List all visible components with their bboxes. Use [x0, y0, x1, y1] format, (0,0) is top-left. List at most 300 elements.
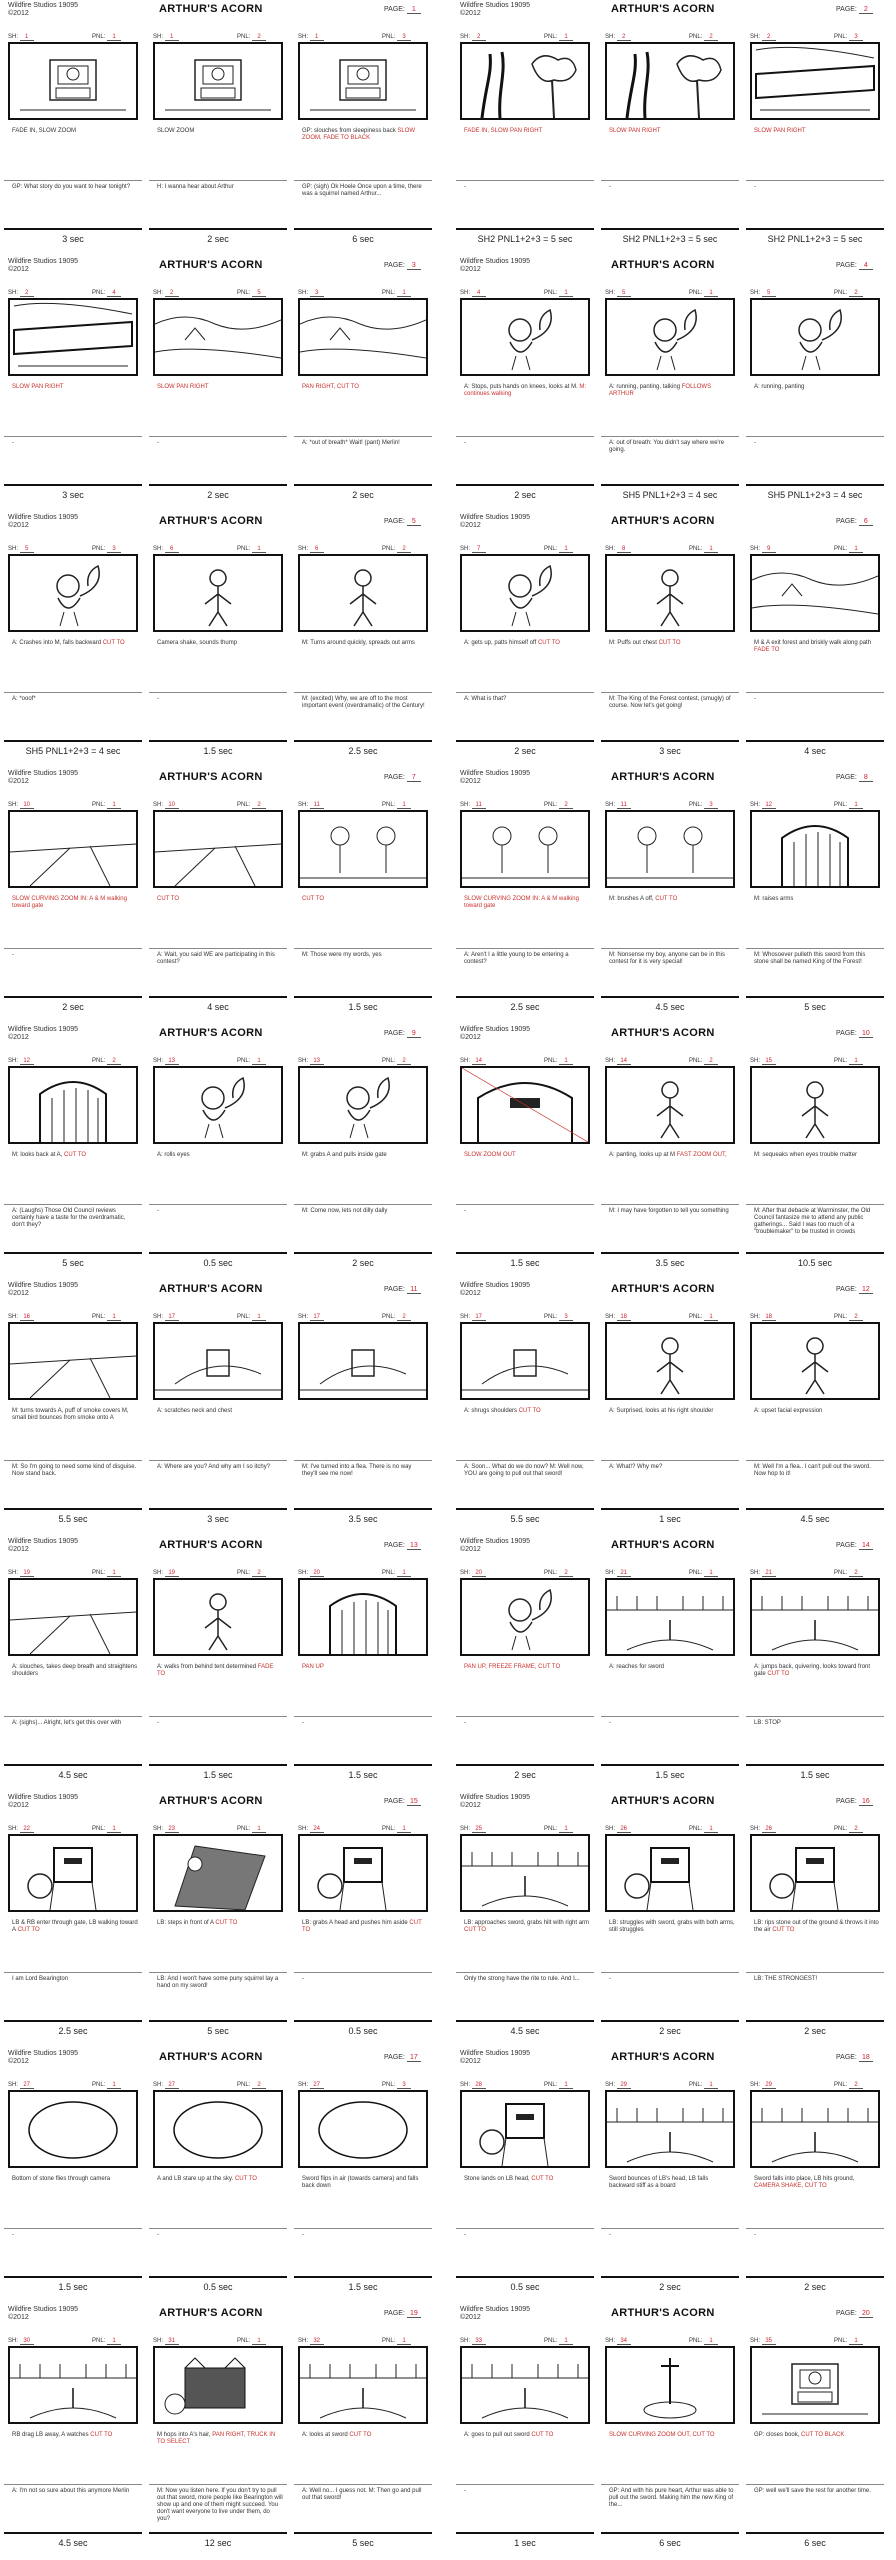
- action-description: Camera shake, sounds thump: [157, 640, 238, 646]
- action-text: [12, 1664, 138, 1678]
- shot-number: SH: 1: [298, 34, 324, 41]
- page-label: PAGE:: [384, 6, 405, 13]
- studio-credit: [8, 1026, 78, 1042]
- row-divider: [601, 180, 739, 181]
- storyboard-sheet: [4, 1792, 444, 2044]
- storyboard-title: ARTHUR'S ACORN: [611, 259, 715, 271]
- panel-sketch: [462, 300, 588, 374]
- row-divider: [601, 1204, 739, 1205]
- panel-number: PNL: 2: [237, 802, 266, 809]
- shot-value: 32: [310, 2338, 324, 2345]
- shot-number: SH: 1: [8, 34, 34, 41]
- panel-number: PNL: 2: [544, 802, 573, 809]
- panel-number: PNL: 4: [92, 290, 121, 297]
- timing-divider: [294, 1508, 432, 1510]
- page-number: [836, 518, 873, 526]
- studio-year: ©2012: [460, 778, 481, 785]
- shot-number: SH: 29: [750, 2082, 776, 2089]
- shot-value: 6: [165, 546, 179, 553]
- camera-direction: SLOW CURVING ZOOM IN: A & M walking toward gate: [464, 896, 579, 909]
- panel-value: 3: [849, 34, 863, 41]
- shot-number: SH: 17: [298, 1314, 324, 1321]
- panel-frame: [153, 2346, 283, 2424]
- shot-value: 3: [310, 290, 324, 297]
- action-description: A: Surprised, looks at his right shoulder: [609, 1408, 714, 1414]
- panel-value: 1: [559, 546, 573, 553]
- timing-text: 4.5 sec: [58, 1770, 88, 1780]
- page-value: 19: [407, 2310, 421, 2318]
- timing-divider: [4, 2020, 142, 2022]
- page-number: [384, 262, 421, 270]
- storyboard-title: ARTHUR'S ACORN: [159, 259, 263, 271]
- shot-number: SH: 28: [460, 2082, 486, 2089]
- shot-value: 29: [617, 2082, 631, 2089]
- row-divider: [601, 1972, 739, 1973]
- dialogue-text: A: Soon... What do we do now? M: Well now, YOU are going to pull out that sword!: [464, 1464, 584, 1477]
- panel-number: PNL: 1: [237, 2338, 266, 2345]
- action-text: [609, 2176, 735, 2190]
- shot-value: 11: [617, 802, 631, 809]
- action-description: GP: closes book,: [754, 2432, 800, 2438]
- storyboard-panel: [4, 2338, 142, 2556]
- panel-value: 1: [107, 2082, 121, 2089]
- shot-value: 17: [310, 1314, 324, 1321]
- storyboard-title: ARTHUR'S ACORN: [611, 771, 715, 783]
- panel-value: 1: [107, 1826, 121, 1833]
- panel-sketch: [462, 44, 588, 118]
- row-divider: [149, 1460, 287, 1461]
- storyboard-panel: [149, 34, 287, 252]
- panel-sketch: [10, 2092, 136, 2166]
- timing-divider: [746, 1252, 884, 1254]
- storyboard-sheet: [4, 1536, 444, 1788]
- timing-divider: [149, 740, 287, 742]
- panel-value: 1: [849, 2338, 863, 2345]
- camera-direction: SLOW PAN RIGHT: [12, 384, 64, 390]
- panel-sketch: [10, 556, 136, 630]
- action-text: [754, 1152, 880, 1159]
- dialogue-text: A: Where are you? And why am I so itchy?: [157, 1464, 271, 1470]
- studio-credit: [460, 258, 530, 274]
- timing-text: 1.5 sec: [800, 1770, 830, 1780]
- panel-sketch: [10, 1836, 136, 1910]
- timing-divider: [4, 2276, 142, 2278]
- dialogue-text: A: (sighs)... Alright, let's get this over with: [12, 1720, 122, 1726]
- row-divider: [294, 2228, 432, 2229]
- shot-value: 35: [762, 2338, 776, 2345]
- shot-value: 17: [472, 1314, 486, 1321]
- row-divider: [149, 436, 287, 437]
- storyboard-title: ARTHUR'S ACORN: [159, 1795, 263, 1807]
- studio-year: ©2012: [460, 2058, 481, 2065]
- storyboard-panel: [4, 290, 142, 508]
- timing-divider: [294, 2276, 432, 2278]
- studio-credit: [460, 1026, 530, 1042]
- storyboard-panel: [4, 546, 142, 764]
- panel-sketch: [752, 1068, 878, 1142]
- action-text: [157, 896, 283, 903]
- shot-value: 19: [165, 1570, 179, 1577]
- action-text: [12, 2176, 138, 2183]
- action-text: [464, 2176, 590, 2183]
- row-divider: [294, 436, 432, 437]
- timing-text: 2 sec: [659, 2026, 681, 2036]
- dialogue-text: -: [157, 696, 159, 702]
- action-description: M: raises arms: [754, 896, 794, 902]
- action-text: [609, 1408, 735, 1415]
- panel-sketch: [752, 2092, 878, 2166]
- timing-text: 2.5 sec: [58, 2026, 88, 2036]
- storyboard-panel: [601, 1826, 739, 2044]
- studio-year: ©2012: [460, 2314, 481, 2321]
- action-text: [157, 2176, 283, 2183]
- panel-sketch: [155, 2348, 281, 2422]
- timing-divider: [746, 1508, 884, 1510]
- storyboard-title: ARTHUR'S ACORN: [159, 2307, 263, 2319]
- storyboard-sheet: [456, 2048, 896, 2300]
- studio-name: Wildfire Studios 19095: [460, 1282, 531, 1289]
- row-divider: [4, 948, 142, 949]
- camera-direction: CUT TO: [157, 896, 180, 902]
- panel-value: 2: [849, 1826, 863, 1833]
- action-description: A: panting, looks up at M: [609, 1152, 676, 1158]
- timing-text: 1.5 sec: [203, 1770, 233, 1780]
- action-text: [12, 896, 138, 910]
- page-label: PAGE:: [384, 774, 405, 781]
- dialogue-text: -: [754, 184, 756, 190]
- timing-text: 6 sec: [804, 2538, 826, 2548]
- storyboard-panel: [456, 290, 594, 508]
- action-description: A: gets up, patts himself off: [464, 640, 537, 646]
- shot-value: 14: [472, 1058, 486, 1065]
- page-number: [836, 2054, 873, 2062]
- dialogue-text: -: [464, 1720, 466, 1726]
- row-divider: [4, 180, 142, 181]
- panel-sketch: [155, 1580, 281, 1654]
- studio-name: Wildfire Studios 19095: [8, 2050, 79, 2057]
- panel-value: 1: [252, 1826, 266, 1833]
- timing-text: 3.5 sec: [655, 1258, 685, 1268]
- panel-number: PNL: 2: [834, 1314, 863, 1321]
- panel-value: 1: [849, 802, 863, 809]
- row-divider: [601, 436, 739, 437]
- storyboard-sheet: [4, 0, 444, 252]
- action-description: LB: grabs A head and pushes him aside: [302, 1920, 408, 1926]
- action-description: M hops into A's hair,: [157, 2432, 211, 2438]
- panel-frame: [8, 1322, 138, 1400]
- timing-text: 3.5 sec: [348, 1514, 378, 1524]
- page-value: 2: [859, 6, 873, 14]
- panel-number: PNL: 1: [382, 2338, 411, 2345]
- page-value: 8: [859, 774, 873, 782]
- row-divider: [746, 2484, 884, 2485]
- dialogue-text: -: [12, 440, 14, 446]
- shot-number: SH: 11: [605, 802, 631, 809]
- storyboard-panel: [4, 1570, 142, 1788]
- panel-value: 2: [397, 1314, 411, 1321]
- page-label: PAGE:: [384, 518, 405, 525]
- action-description: M: looks back at A,: [12, 1152, 63, 1158]
- studio-credit: [460, 2, 530, 18]
- action-description: Sword bounces of LB's head, LB falls backward stiff as a board: [609, 2176, 709, 2189]
- timing-text: 5 sec: [62, 1258, 84, 1268]
- camera-direction: CUT TO: [234, 2176, 257, 2182]
- storyboard-panel: [149, 2082, 287, 2300]
- timing-text: 3 sec: [659, 746, 681, 756]
- action-description: A: rolls eyes: [157, 1152, 190, 1158]
- shot-value: 17: [165, 1314, 179, 1321]
- dialogue-text: M: Now you listen here. If you don't try to pull out that sword, more people like Bearington will show up and one of them might succeed. You don't want everyone to live under them, do you?: [157, 2488, 283, 2522]
- page-value: 1: [407, 6, 421, 14]
- row-divider: [294, 1972, 432, 1973]
- storyboard-panel: [4, 1826, 142, 2044]
- panel-value: 1: [704, 1314, 718, 1321]
- page-label: PAGE:: [836, 518, 857, 525]
- shot-value: 34: [617, 2338, 631, 2345]
- timing-divider: [601, 740, 739, 742]
- page-value: 17: [407, 2054, 421, 2062]
- shot-value: 1: [310, 34, 324, 41]
- timing-text: 12 sec: [204, 2538, 232, 2548]
- timing-divider: [746, 228, 884, 230]
- page-value: 20: [859, 2310, 873, 2318]
- panel-number: PNL: 1: [689, 1570, 718, 1577]
- action-description: SLOW ZOOM: [157, 128, 195, 134]
- shot-number: SH: 20: [460, 1570, 486, 1577]
- panel-sketch: [300, 300, 426, 374]
- row-divider: [746, 436, 884, 437]
- page-value: 14: [859, 1542, 873, 1550]
- panel-number: PNL: 3: [689, 802, 718, 809]
- panel-number: PNL: 1: [237, 1058, 266, 1065]
- panel-frame: [153, 298, 283, 376]
- shot-number: SH: 20: [298, 1570, 324, 1577]
- dialogue-text: -: [464, 2232, 466, 2238]
- panel-frame: [8, 2346, 138, 2424]
- row-divider: [456, 1460, 594, 1461]
- panel-frame: [460, 1322, 590, 1400]
- storyboard-title: ARTHUR'S ACORN: [159, 1283, 263, 1295]
- timing-divider: [149, 2532, 287, 2534]
- page-label: PAGE:: [384, 1798, 405, 1805]
- camera-direction: CUT TO: [518, 1408, 541, 1414]
- timing-text: SH2 PNL1+2+3 = 5 sec: [767, 234, 863, 244]
- dialogue-text: -: [464, 1208, 466, 1214]
- row-divider: [456, 2228, 594, 2229]
- panel-value: 2: [397, 546, 411, 553]
- panel-value: 1: [397, 1570, 411, 1577]
- shot-number: SH: 3: [298, 290, 324, 297]
- timing-text: 6 sec: [352, 234, 374, 244]
- panel-frame: [8, 1834, 138, 1912]
- action-text: [302, 1152, 428, 1159]
- dialogue-text: LB: THE STRONGEST!: [754, 1976, 818, 1982]
- studio-credit: [460, 770, 530, 786]
- panel-sketch: [752, 300, 878, 374]
- storyboard-sheet: [4, 512, 444, 764]
- panel-number: PNL: 5: [237, 290, 266, 297]
- shot-number: SH: 19: [8, 1570, 34, 1577]
- action-text: [464, 1664, 590, 1671]
- studio-credit: [8, 258, 78, 274]
- page-value: 10: [859, 1030, 873, 1038]
- page-value: 15: [407, 1798, 421, 1806]
- studio-year: ©2012: [8, 778, 29, 785]
- panel-number: PNL: 1: [544, 1058, 573, 1065]
- panel-frame: [153, 2090, 283, 2168]
- panel-frame: [605, 2346, 735, 2424]
- dialogue-text: -: [157, 2232, 159, 2238]
- panel-value: 1: [252, 1314, 266, 1321]
- panel-sketch: [752, 556, 878, 630]
- panel-frame: [605, 42, 735, 120]
- panel-frame: [750, 810, 880, 888]
- panel-number: PNL: 1: [92, 34, 121, 41]
- timing-divider: [294, 1252, 432, 1254]
- dialogue-text: A: *ooof*: [12, 696, 36, 702]
- page-value: 5: [407, 518, 421, 526]
- dialogue-text: -: [464, 2488, 466, 2494]
- panel-value: 1: [559, 34, 573, 41]
- page-number: [384, 1542, 421, 1550]
- shot-number: SH: 32: [298, 2338, 324, 2345]
- panel-frame: [153, 42, 283, 120]
- panel-frame: [298, 810, 428, 888]
- storyboard-panel: [294, 546, 432, 764]
- timing-divider: [456, 996, 594, 998]
- shot-value: 13: [310, 1058, 324, 1065]
- timing-divider: [601, 2276, 739, 2278]
- timing-divider: [149, 484, 287, 486]
- storyboard-title: ARTHUR'S ACORN: [611, 1795, 715, 1807]
- panel-value: 3: [704, 802, 718, 809]
- action-text: [754, 640, 880, 654]
- dialogue-text: A: What is that?: [464, 696, 507, 702]
- action-description: Stone lands on LB head,: [464, 2176, 530, 2182]
- page-value: 6: [859, 518, 873, 526]
- row-divider: [149, 948, 287, 949]
- timing-divider: [294, 740, 432, 742]
- shot-number: SH: 31: [153, 2338, 179, 2345]
- storyboard-title: ARTHUR'S ACORN: [611, 2051, 715, 2063]
- dialogue-text: M: The King of the Forest contest, (smugly) of course. Now let's get going!: [609, 696, 731, 709]
- action-description: FADE IN, SLOW ZOOM: [12, 128, 77, 134]
- action-description: LB: approaches sword, grabs hilt with right arm: [464, 1920, 590, 1926]
- action-text: [302, 1920, 428, 1934]
- panel-frame: [8, 2090, 138, 2168]
- row-divider: [746, 692, 884, 693]
- panel-sketch: [462, 812, 588, 886]
- timing-divider: [149, 2276, 287, 2278]
- action-text: [609, 128, 735, 135]
- studio-year: ©2012: [8, 1290, 29, 1297]
- panel-number: PNL: 1: [544, 34, 573, 41]
- panel-frame: [8, 298, 138, 376]
- timing-divider: [456, 228, 594, 230]
- timing-text: 5.5 sec: [510, 1514, 540, 1524]
- page-value: 16: [859, 1798, 873, 1806]
- panel-number: PNL: 1: [834, 2338, 863, 2345]
- panel-frame: [605, 1066, 735, 1144]
- timing-text: 4.5 sec: [655, 1002, 685, 1012]
- panel-frame: [750, 1578, 880, 1656]
- studio-name: Wildfire Studios 19095: [8, 258, 79, 265]
- dialogue-text: M: Nonsense my boy, anyone can be in this contest for it is very special!: [609, 952, 725, 965]
- panel-number: PNL: 2: [237, 1570, 266, 1577]
- row-divider: [746, 948, 884, 949]
- shot-value: 14: [617, 1058, 631, 1065]
- shot-value: 2: [165, 290, 179, 297]
- storyboard-sheet: [4, 256, 444, 508]
- studio-credit: [8, 2306, 78, 2322]
- timing-divider: [294, 996, 432, 998]
- page-label: PAGE:: [836, 2310, 857, 2317]
- storyboard-panel: [149, 802, 287, 1020]
- panel-number: PNL: 2: [689, 1058, 718, 1065]
- storyboard-sheet: [4, 1024, 444, 1276]
- timing-text: 2 sec: [352, 1258, 374, 1268]
- action-text: [157, 1408, 283, 1415]
- storyboard-title: ARTHUR'S ACORN: [611, 515, 715, 527]
- page-number: [836, 262, 873, 270]
- shot-number: SH: 5: [750, 290, 776, 297]
- row-divider: [294, 948, 432, 949]
- panel-sketch: [300, 44, 426, 118]
- panel-sketch: [300, 2348, 426, 2422]
- row-divider: [294, 2484, 432, 2485]
- action-text: [302, 2432, 428, 2439]
- panel-sketch: [607, 1068, 733, 1142]
- panel-number: PNL: 1: [92, 2082, 121, 2089]
- camera-direction: FADE TO: [754, 647, 780, 653]
- panel-number: PNL: 1: [92, 1570, 121, 1577]
- timing-divider: [601, 2532, 739, 2534]
- shot-number: SH: 2: [153, 290, 179, 297]
- action-text: [464, 2432, 590, 2439]
- storyboard-panel: [149, 1314, 287, 1532]
- storyboard-panel: [456, 546, 594, 764]
- action-description: M: brushes A off,: [609, 896, 654, 902]
- panel-sketch: [607, 1836, 733, 1910]
- camera-direction: CUT TO: [302, 896, 325, 902]
- storyboard-panel: [294, 2082, 432, 2300]
- shot-number: SH: 13: [298, 1058, 324, 1065]
- panel-sketch: [462, 1324, 588, 1398]
- studio-name: Wildfire Studios 19095: [460, 2050, 531, 2057]
- action-text: [157, 1152, 283, 1159]
- page-label: PAGE:: [384, 1030, 405, 1037]
- action-description: Bottom of stone flies through camera: [12, 2176, 111, 2182]
- action-text: [609, 1920, 735, 1934]
- action-text: [609, 896, 735, 903]
- panel-value: 2: [849, 1314, 863, 1321]
- shot-number: SH: 30: [8, 2338, 34, 2345]
- storyboard-sheet: [4, 2048, 444, 2300]
- action-description: A: goes to pull out sword: [464, 2432, 530, 2438]
- camera-direction: SLOW ZOOM, FADE TO BLACK: [302, 128, 416, 141]
- panel-number: PNL: 1: [544, 290, 573, 297]
- storyboard-panel: [746, 1314, 884, 1532]
- panel-sketch: [752, 1580, 878, 1654]
- dialogue-text: GP: (sigh) Ok Hoele Once upon a time, there was a squirrel named Arthur...: [302, 184, 422, 197]
- shot-value: 2: [617, 34, 631, 41]
- panel-sketch: [10, 44, 136, 118]
- dialogue-text: A: Wait, you said WE are participating in this contest?: [157, 952, 275, 965]
- row-divider: [149, 1972, 287, 1973]
- shot-number: SH: 35: [750, 2338, 776, 2345]
- panel-sketch: [607, 1324, 733, 1398]
- timing-divider: [746, 2020, 884, 2022]
